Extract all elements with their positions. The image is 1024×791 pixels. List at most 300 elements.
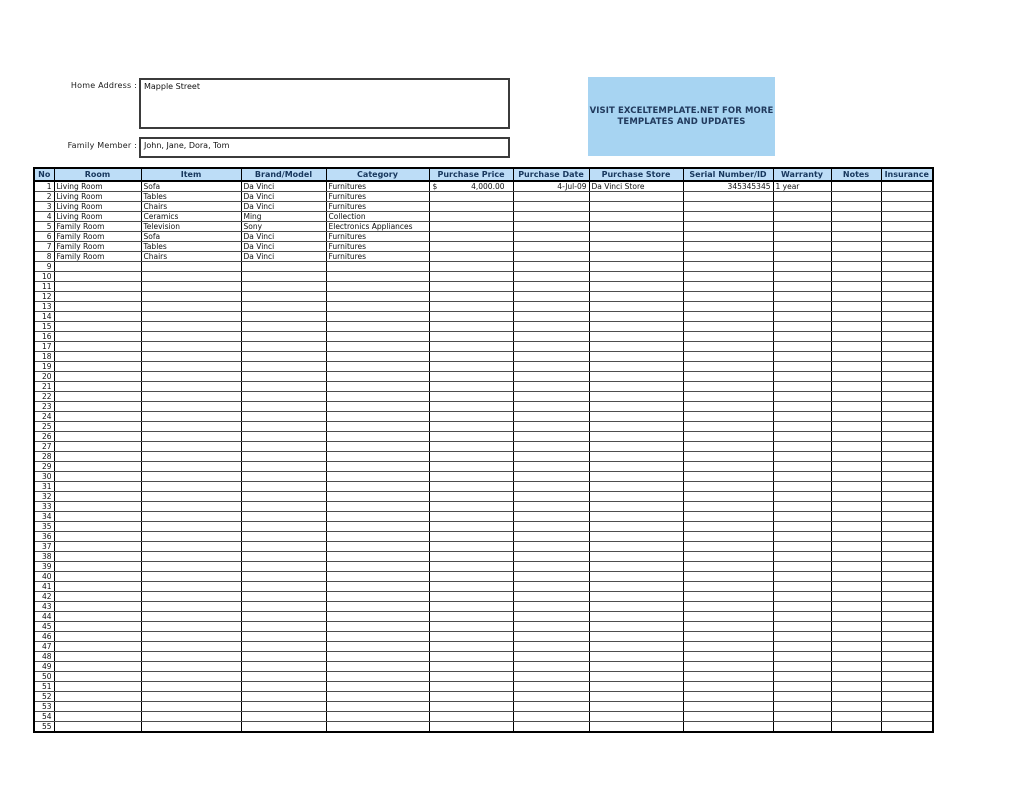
- cell-room[interactable]: [54, 542, 141, 552]
- cell-brand[interactable]: [241, 262, 326, 272]
- cell-brand[interactable]: [241, 722, 326, 733]
- cell-insurance[interactable]: [881, 512, 933, 522]
- cell-warranty[interactable]: [773, 452, 831, 462]
- cell-notes[interactable]: [831, 692, 881, 702]
- cell-warranty[interactable]: [773, 632, 831, 642]
- cell-category[interactable]: Electronics Appliances: [326, 222, 429, 232]
- cell-price[interactable]: [429, 632, 513, 642]
- cell-category[interactable]: [326, 522, 429, 532]
- cell-insurance[interactable]: [881, 542, 933, 552]
- cell-price[interactable]: [429, 212, 513, 222]
- cell-category[interactable]: [326, 262, 429, 272]
- cell-date[interactable]: [513, 462, 589, 472]
- cell-date[interactable]: [513, 452, 589, 462]
- cell-price[interactable]: [429, 382, 513, 392]
- cell-price[interactable]: [429, 282, 513, 292]
- cell-category[interactable]: [326, 372, 429, 382]
- cell-price[interactable]: [429, 312, 513, 322]
- cell-category[interactable]: [326, 632, 429, 642]
- cell-notes[interactable]: [831, 402, 881, 412]
- cell-brand[interactable]: [241, 372, 326, 382]
- cell-category[interactable]: Furnitures: [326, 232, 429, 242]
- cell-date[interactable]: [513, 382, 589, 392]
- cell-notes[interactable]: [831, 272, 881, 282]
- cell-item[interactable]: [141, 712, 241, 722]
- cell-category[interactable]: [326, 672, 429, 682]
- cell-notes[interactable]: [831, 332, 881, 342]
- cell-warranty[interactable]: [773, 682, 831, 692]
- cell-insurance[interactable]: [881, 212, 933, 222]
- cell-item[interactable]: [141, 672, 241, 682]
- cell-no[interactable]: 49: [34, 662, 54, 672]
- cell-insurance[interactable]: [881, 452, 933, 462]
- cell-brand[interactable]: [241, 662, 326, 672]
- cell-price[interactable]: [429, 302, 513, 312]
- cell-serial[interactable]: [683, 552, 773, 562]
- cell-no[interactable]: 2: [34, 192, 54, 202]
- cell-brand[interactable]: [241, 592, 326, 602]
- cell-item[interactable]: [141, 412, 241, 422]
- cell-date[interactable]: [513, 412, 589, 422]
- cell-notes[interactable]: [831, 392, 881, 402]
- cell-notes[interactable]: [831, 372, 881, 382]
- cell-store[interactable]: [589, 222, 683, 232]
- cell-warranty[interactable]: [773, 552, 831, 562]
- cell-category[interactable]: [326, 622, 429, 632]
- cell-item[interactable]: [141, 262, 241, 272]
- cell-notes[interactable]: [831, 352, 881, 362]
- cell-insurance[interactable]: [881, 362, 933, 372]
- cell-no[interactable]: 38: [34, 552, 54, 562]
- cell-notes[interactable]: [831, 322, 881, 332]
- cell-room[interactable]: [54, 482, 141, 492]
- cell-category[interactable]: [326, 422, 429, 432]
- cell-room[interactable]: [54, 372, 141, 382]
- cell-store[interactable]: [589, 432, 683, 442]
- cell-insurance[interactable]: [881, 202, 933, 212]
- cell-category[interactable]: [326, 302, 429, 312]
- cell-brand[interactable]: [241, 582, 326, 592]
- cell-price[interactable]: [429, 612, 513, 622]
- cell-room[interactable]: Living Room: [54, 202, 141, 212]
- cell-price[interactable]: [429, 602, 513, 612]
- cell-category[interactable]: [326, 382, 429, 392]
- cell-no[interactable]: 13: [34, 302, 54, 312]
- cell-store[interactable]: [589, 362, 683, 372]
- cell-room[interactable]: [54, 362, 141, 372]
- cell-room[interactable]: [54, 612, 141, 622]
- cell-no[interactable]: 6: [34, 232, 54, 242]
- cell-warranty[interactable]: [773, 422, 831, 432]
- cell-notes[interactable]: [831, 202, 881, 212]
- cell-insurance[interactable]: [881, 312, 933, 322]
- cell-notes[interactable]: [831, 572, 881, 582]
- cell-insurance[interactable]: [881, 612, 933, 622]
- cell-date[interactable]: [513, 502, 589, 512]
- cell-store[interactable]: [589, 662, 683, 672]
- cell-insurance[interactable]: [881, 672, 933, 682]
- cell-no[interactable]: 51: [34, 682, 54, 692]
- cell-date[interactable]: [513, 682, 589, 692]
- cell-notes[interactable]: [831, 222, 881, 232]
- cell-date[interactable]: [513, 492, 589, 502]
- cell-insurance[interactable]: [881, 252, 933, 262]
- cell-warranty[interactable]: [773, 442, 831, 452]
- cell-serial[interactable]: [683, 502, 773, 512]
- cell-no[interactable]: 52: [34, 692, 54, 702]
- cell-price[interactable]: [429, 342, 513, 352]
- cell-room[interactable]: [54, 582, 141, 592]
- cell-serial[interactable]: [683, 592, 773, 602]
- cell-price[interactable]: [429, 402, 513, 412]
- cell-notes[interactable]: [831, 622, 881, 632]
- cell-brand[interactable]: [241, 402, 326, 412]
- cell-item[interactable]: [141, 332, 241, 342]
- cell-notes[interactable]: [831, 442, 881, 452]
- cell-no[interactable]: 25: [34, 422, 54, 432]
- cell-date[interactable]: [513, 602, 589, 612]
- cell-store[interactable]: [589, 692, 683, 702]
- cell-store[interactable]: [589, 442, 683, 452]
- cell-insurance[interactable]: [881, 382, 933, 392]
- cell-warranty[interactable]: [773, 202, 831, 212]
- cell-brand[interactable]: [241, 632, 326, 642]
- cell-price[interactable]: [429, 552, 513, 562]
- cell-item[interactable]: [141, 402, 241, 412]
- cell-date[interactable]: [513, 272, 589, 282]
- cell-notes[interactable]: [831, 582, 881, 592]
- cell-insurance[interactable]: [881, 392, 933, 402]
- cell-item[interactable]: [141, 302, 241, 312]
- cell-item[interactable]: [141, 562, 241, 572]
- cell-price[interactable]: [429, 512, 513, 522]
- cell-price[interactable]: [429, 572, 513, 582]
- cell-category[interactable]: [326, 512, 429, 522]
- cell-store[interactable]: [589, 532, 683, 542]
- cell-no[interactable]: 22: [34, 392, 54, 402]
- cell-category[interactable]: [326, 652, 429, 662]
- cell-room[interactable]: [54, 522, 141, 532]
- cell-brand[interactable]: Da Vinci: [241, 181, 326, 192]
- cell-date[interactable]: [513, 192, 589, 202]
- cell-store[interactable]: [589, 602, 683, 612]
- cell-no[interactable]: 31: [34, 482, 54, 492]
- cell-serial[interactable]: [683, 542, 773, 552]
- cell-item[interactable]: [141, 352, 241, 362]
- cell-no[interactable]: 17: [34, 342, 54, 352]
- cell-no[interactable]: 55: [34, 722, 54, 733]
- cell-item[interactable]: [141, 642, 241, 652]
- cell-category[interactable]: [326, 592, 429, 602]
- cell-warranty[interactable]: [773, 322, 831, 332]
- cell-store[interactable]: [589, 392, 683, 402]
- cell-brand[interactable]: [241, 362, 326, 372]
- cell-no[interactable]: 29: [34, 462, 54, 472]
- cell-warranty[interactable]: [773, 512, 831, 522]
- cell-price[interactable]: [429, 372, 513, 382]
- cell-notes[interactable]: [831, 302, 881, 312]
- cell-insurance[interactable]: [881, 642, 933, 652]
- cell-room[interactable]: [54, 302, 141, 312]
- cell-notes[interactable]: [831, 452, 881, 462]
- cell-warranty[interactable]: [773, 192, 831, 202]
- cell-warranty[interactable]: [773, 542, 831, 552]
- cell-item[interactable]: Sofa: [141, 232, 241, 242]
- cell-warranty[interactable]: [773, 572, 831, 582]
- cell-date[interactable]: [513, 582, 589, 592]
- cell-insurance[interactable]: [881, 262, 933, 272]
- cell-room[interactable]: [54, 322, 141, 332]
- cell-notes[interactable]: [831, 382, 881, 392]
- cell-insurance[interactable]: [881, 352, 933, 362]
- cell-store[interactable]: [589, 562, 683, 572]
- cell-date[interactable]: [513, 622, 589, 632]
- cell-brand[interactable]: [241, 442, 326, 452]
- cell-item[interactable]: [141, 362, 241, 372]
- cell-no[interactable]: 34: [34, 512, 54, 522]
- cell-insurance[interactable]: [881, 632, 933, 642]
- cell-category[interactable]: [326, 682, 429, 692]
- cell-category[interactable]: [326, 692, 429, 702]
- cell-serial[interactable]: [683, 232, 773, 242]
- cell-insurance[interactable]: [881, 422, 933, 432]
- column-header-room[interactable]: Room: [54, 168, 141, 181]
- cell-price[interactable]: [429, 662, 513, 672]
- cell-price[interactable]: [429, 712, 513, 722]
- cell-date[interactable]: [513, 642, 589, 652]
- cell-price[interactable]: [429, 542, 513, 552]
- cell-insurance[interactable]: [881, 702, 933, 712]
- cell-brand[interactable]: [241, 352, 326, 362]
- cell-brand[interactable]: [241, 502, 326, 512]
- cell-store[interactable]: [589, 452, 683, 462]
- cell-insurance[interactable]: [881, 402, 933, 412]
- cell-brand[interactable]: [241, 622, 326, 632]
- cell-insurance[interactable]: [881, 192, 933, 202]
- cell-brand[interactable]: [241, 382, 326, 392]
- cell-price[interactable]: [429, 652, 513, 662]
- cell-date[interactable]: [513, 422, 589, 432]
- cell-no[interactable]: 18: [34, 352, 54, 362]
- cell-no[interactable]: 48: [34, 652, 54, 662]
- cell-serial[interactable]: [683, 562, 773, 572]
- cell-item[interactable]: [141, 372, 241, 382]
- cell-room[interactable]: [54, 532, 141, 542]
- cell-price[interactable]: [429, 181, 513, 192]
- cell-store[interactable]: [589, 712, 683, 722]
- cell-serial[interactable]: [683, 282, 773, 292]
- cell-insurance[interactable]: [881, 532, 933, 542]
- cell-notes[interactable]: [831, 212, 881, 222]
- cell-room[interactable]: [54, 682, 141, 692]
- cell-insurance[interactable]: [881, 582, 933, 592]
- cell-store[interactable]: [589, 202, 683, 212]
- cell-category[interactable]: [326, 412, 429, 422]
- cell-category[interactable]: [326, 292, 429, 302]
- cell-date[interactable]: [513, 482, 589, 492]
- cell-no[interactable]: 40: [34, 572, 54, 582]
- cell-serial[interactable]: [683, 722, 773, 733]
- cell-store[interactable]: [589, 472, 683, 482]
- cell-price[interactable]: [429, 192, 513, 202]
- cell-item[interactable]: [141, 502, 241, 512]
- cell-serial[interactable]: [683, 222, 773, 232]
- cell-item[interactable]: [141, 282, 241, 292]
- cell-store[interactable]: [589, 192, 683, 202]
- cell-store[interactable]: [589, 552, 683, 562]
- cell-price[interactable]: [429, 682, 513, 692]
- cell-notes[interactable]: [831, 552, 881, 562]
- cell-store[interactable]: [589, 702, 683, 712]
- cell-no[interactable]: 53: [34, 702, 54, 712]
- cell-brand[interactable]: [241, 532, 326, 542]
- cell-date[interactable]: [513, 312, 589, 322]
- cell-no[interactable]: 27: [34, 442, 54, 452]
- cell-category[interactable]: Furnitures: [326, 242, 429, 252]
- cell-price[interactable]: [429, 482, 513, 492]
- cell-price[interactable]: [429, 232, 513, 242]
- cell-serial[interactable]: [683, 402, 773, 412]
- cell-date[interactable]: [513, 432, 589, 442]
- cell-date[interactable]: [513, 672, 589, 682]
- cell-price[interactable]: [429, 202, 513, 212]
- cell-date[interactable]: [513, 652, 589, 662]
- cell-category[interactable]: [326, 702, 429, 712]
- cell-warranty[interactable]: [773, 262, 831, 272]
- cell-price[interactable]: [429, 722, 513, 733]
- cell-brand[interactable]: [241, 712, 326, 722]
- cell-serial[interactable]: [683, 262, 773, 272]
- cell-serial[interactable]: [683, 382, 773, 392]
- cell-insurance[interactable]: [881, 412, 933, 422]
- cell-no[interactable]: 16: [34, 332, 54, 342]
- cell-date[interactable]: [513, 702, 589, 712]
- cell-warranty[interactable]: [773, 212, 831, 222]
- cell-store[interactable]: [589, 332, 683, 342]
- cell-date[interactable]: [513, 332, 589, 342]
- cell-insurance[interactable]: [881, 292, 933, 302]
- cell-room[interactable]: [54, 672, 141, 682]
- cell-no[interactable]: 24: [34, 412, 54, 422]
- cell-warranty[interactable]: [773, 522, 831, 532]
- cell-insurance[interactable]: [881, 462, 933, 472]
- cell-room[interactable]: [54, 432, 141, 442]
- cell-item[interactable]: Tables: [141, 242, 241, 252]
- cell-warranty[interactable]: [773, 332, 831, 342]
- cell-store[interactable]: [589, 522, 683, 532]
- cell-date[interactable]: [513, 252, 589, 262]
- cell-item[interactable]: [141, 682, 241, 692]
- cell-serial[interactable]: [683, 532, 773, 542]
- cell-room[interactable]: Family Room: [54, 222, 141, 232]
- cell-brand[interactable]: [241, 552, 326, 562]
- cell-date[interactable]: [513, 552, 589, 562]
- cell-insurance[interactable]: [881, 372, 933, 382]
- cell-serial[interactable]: [683, 622, 773, 632]
- cell-no[interactable]: 43: [34, 602, 54, 612]
- cell-store[interactable]: [589, 542, 683, 552]
- cell-store[interactable]: [589, 412, 683, 422]
- cell-room[interactable]: [54, 652, 141, 662]
- cell-insurance[interactable]: [881, 622, 933, 632]
- cell-no[interactable]: 46: [34, 632, 54, 642]
- cell-no[interactable]: 32: [34, 492, 54, 502]
- cell-price[interactable]: [429, 532, 513, 542]
- cell-insurance[interactable]: [881, 722, 933, 733]
- cell-item[interactable]: [141, 322, 241, 332]
- column-header-category[interactable]: Category: [326, 168, 429, 181]
- cell-room[interactable]: [54, 452, 141, 462]
- cell-notes[interactable]: [831, 612, 881, 622]
- cell-item[interactable]: [141, 662, 241, 672]
- cell-notes[interactable]: [831, 242, 881, 252]
- cell-item[interactable]: Chairs: [141, 202, 241, 212]
- cell-price[interactable]: [429, 452, 513, 462]
- cell-price[interactable]: [429, 322, 513, 332]
- cell-category[interactable]: [326, 322, 429, 332]
- cell-price[interactable]: [429, 692, 513, 702]
- cell-notes[interactable]: [831, 602, 881, 612]
- cell-serial[interactable]: [683, 702, 773, 712]
- cell-item[interactable]: [141, 592, 241, 602]
- cell-warranty[interactable]: [773, 432, 831, 442]
- cell-warranty[interactable]: [773, 392, 831, 402]
- cell-warranty[interactable]: [773, 372, 831, 382]
- cell-serial[interactable]: [683, 472, 773, 482]
- cell-warranty[interactable]: [773, 252, 831, 262]
- cell-notes[interactable]: [831, 472, 881, 482]
- cell-serial[interactable]: [683, 632, 773, 642]
- cell-notes[interactable]: [831, 532, 881, 542]
- cell-brand[interactable]: [241, 302, 326, 312]
- cell-date[interactable]: [513, 262, 589, 272]
- cell-room[interactable]: Living Room: [54, 212, 141, 222]
- cell-warranty[interactable]: [773, 492, 831, 502]
- cell-warranty[interactable]: 1 year: [773, 181, 831, 192]
- cell-category[interactable]: [326, 272, 429, 282]
- cell-room[interactable]: [54, 692, 141, 702]
- cell-room[interactable]: [54, 272, 141, 282]
- cell-date[interactable]: [513, 202, 589, 212]
- cell-no[interactable]: 15: [34, 322, 54, 332]
- cell-brand[interactable]: [241, 342, 326, 352]
- cell-brand[interactable]: [241, 682, 326, 692]
- cell-category[interactable]: [326, 642, 429, 652]
- cell-serial[interactable]: [683, 432, 773, 442]
- cell-store[interactable]: [589, 672, 683, 682]
- cell-category[interactable]: [326, 312, 429, 322]
- cell-category[interactable]: [326, 572, 429, 582]
- cell-category[interactable]: [326, 662, 429, 672]
- cell-warranty[interactable]: [773, 402, 831, 412]
- cell-category[interactable]: [326, 582, 429, 592]
- cell-brand[interactable]: [241, 522, 326, 532]
- cell-brand[interactable]: [241, 702, 326, 712]
- cell-item[interactable]: [141, 572, 241, 582]
- cell-no[interactable]: 26: [34, 432, 54, 442]
- cell-price[interactable]: [429, 392, 513, 402]
- cell-brand[interactable]: [241, 512, 326, 522]
- cell-serial[interactable]: [683, 392, 773, 402]
- cell-date[interactable]: [513, 392, 589, 402]
- cell-warranty[interactable]: [773, 502, 831, 512]
- cell-price[interactable]: [429, 252, 513, 262]
- cell-item[interactable]: [141, 382, 241, 392]
- cell-price[interactable]: [429, 332, 513, 342]
- cell-warranty[interactable]: [773, 622, 831, 632]
- cell-brand[interactable]: [241, 422, 326, 432]
- cell-item[interactable]: [141, 612, 241, 622]
